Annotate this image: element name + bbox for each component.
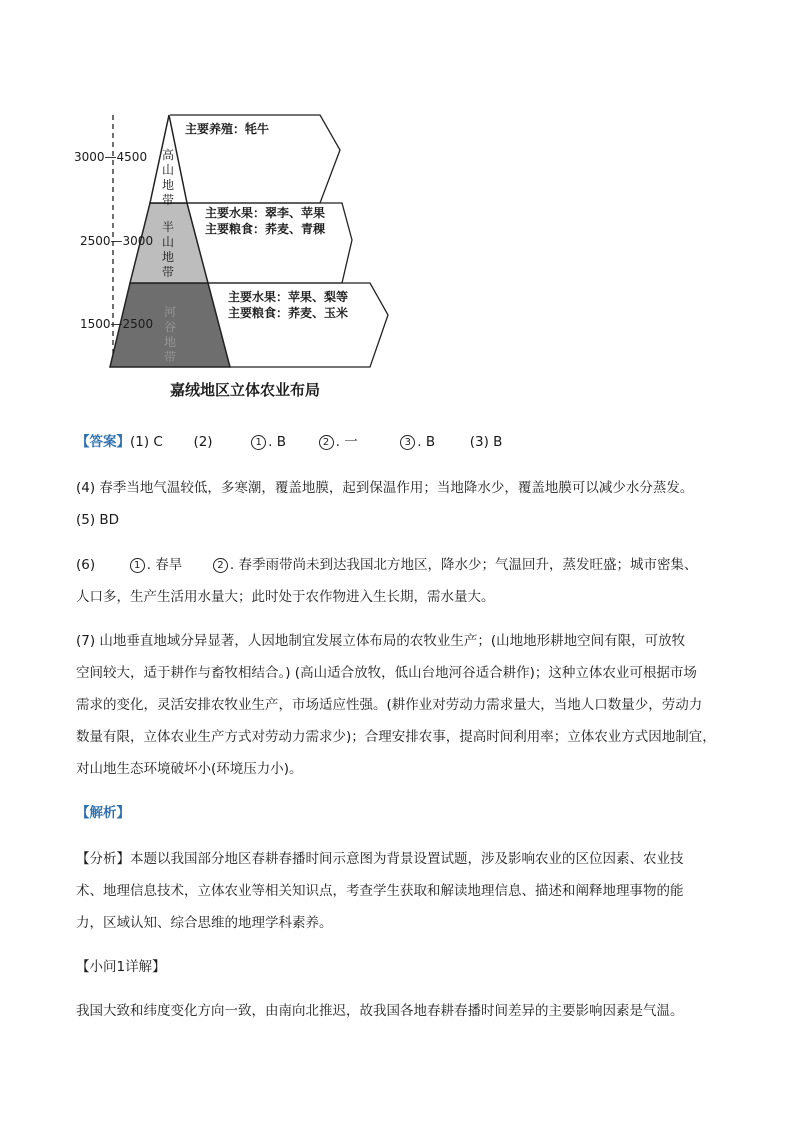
- answer-q6-1: . 春旱: [146, 557, 183, 573]
- low-callout-line2: 主要粮食：荞麦、玉米: [228, 306, 349, 320]
- mid-callout-line1: 主要水果：翠李、苹果: [205, 206, 326, 220]
- answer-q7-line: 空间较大，适于耕作与畜牧相结合。) (高山适合放牧，低山台地河谷适合耕作)；这种立体农业可根据市场: [76, 665, 697, 681]
- circled-number: 1: [130, 558, 145, 573]
- subquestion-1-label: 【小问1详解】: [76, 959, 166, 975]
- answer-label: 【答案】: [76, 434, 130, 450]
- analysis-label: 【解析】: [76, 805, 130, 821]
- answer-q6-line-2: 人口多，生产生活用水量大；此时处于农作物进入生长期，需水量大。: [76, 589, 495, 605]
- answer-line-1: [76, 433, 502, 451]
- zone-label-low: 河谷地带: [163, 305, 176, 364]
- low-callout-line1: 主要水果：苹果、梨等: [228, 290, 349, 304]
- analysis-intro-line: 力，区域认知、综合思维的地理学科素养。: [76, 915, 333, 931]
- answer-q7-line: (7) 山地垂直地域分异显著，人因地制宜发展立体布局的农牧业生产；(山地地形耕地空间有限，可放牧: [76, 633, 686, 649]
- altitude-label-high: 3000—4500: [74, 150, 148, 164]
- answer-q6-2: . 春季雨带尚未到达我国北方地区，降水少；气温回升，蒸发旺盛；城市密集、: [229, 557, 698, 573]
- zone-label-high: 高山地带: [161, 148, 174, 207]
- analysis-intro-line: 【分析】本题以我国部分地区春耕春播时间示意图为背景设置试题，涉及影响农业的区位因素、农业技: [76, 851, 684, 867]
- circled-number: 2: [319, 435, 334, 450]
- answer-q2-2: . 一: [335, 434, 358, 450]
- analysis-intro-line: 术、地理信息技术，立体农业等相关知识点，考查学生获取和解读地理信息、描述和阐释地理事物的能: [76, 883, 684, 899]
- answer-q7-line: 需求的变化，灵活安排农牧业生产，市场适应性强。(耕作业对劳动力需求量大，当地人口数量少，劳动力: [76, 697, 703, 713]
- subquestion-1-text: 我国大致和纬度变化方向一致，由南向北推迟，故我国各地春耕春播时间差异的主要影响因素是气温。: [76, 1003, 684, 1019]
- answer-q7-line: 对山地生态环境破坏小(环境压力小)。: [76, 761, 303, 777]
- answer-q5: (5) BD: [76, 512, 120, 528]
- answer-q1: (1) C: [130, 434, 163, 450]
- answer-q6-label: (6): [76, 557, 96, 573]
- answer-q2-1: . B: [268, 434, 287, 450]
- figure-caption: 嘉绒地区立体农业布局: [170, 381, 321, 399]
- mid-callout-line2: 主要粮食：荞麦、青稞: [205, 222, 326, 236]
- answer-q6-line-1: [76, 556, 698, 574]
- high-callout-text: 主要养殖：牦牛: [185, 122, 270, 136]
- answer-q2: (2): [193, 434, 213, 450]
- altitude-label-low: 1500—2500: [80, 317, 154, 331]
- answer-q7-line: 数量有限，立体农业生产方式对劳动力需求少)；合理安排农事，提高时间利用率；立体农业方式因地制宜，: [76, 729, 716, 745]
- altitude-label-mid: 2500—3000: [80, 234, 154, 248]
- circled-number: 3: [400, 435, 415, 450]
- answer-q3: (3) B: [469, 434, 503, 450]
- zone-label-mid: 半山地带: [161, 220, 174, 279]
- agriculture-layout-figure: [70, 105, 400, 405]
- answer-q2-3: . B: [417, 434, 436, 450]
- answer-q4: (4) 春季当地气温较低，多寒潮，覆盖地膜，起到保温作用；当地降水少，覆盖地膜可以减少水分蒸发。: [76, 480, 694, 496]
- circled-number: 2: [213, 558, 228, 573]
- circled-number: 1: [251, 435, 266, 450]
